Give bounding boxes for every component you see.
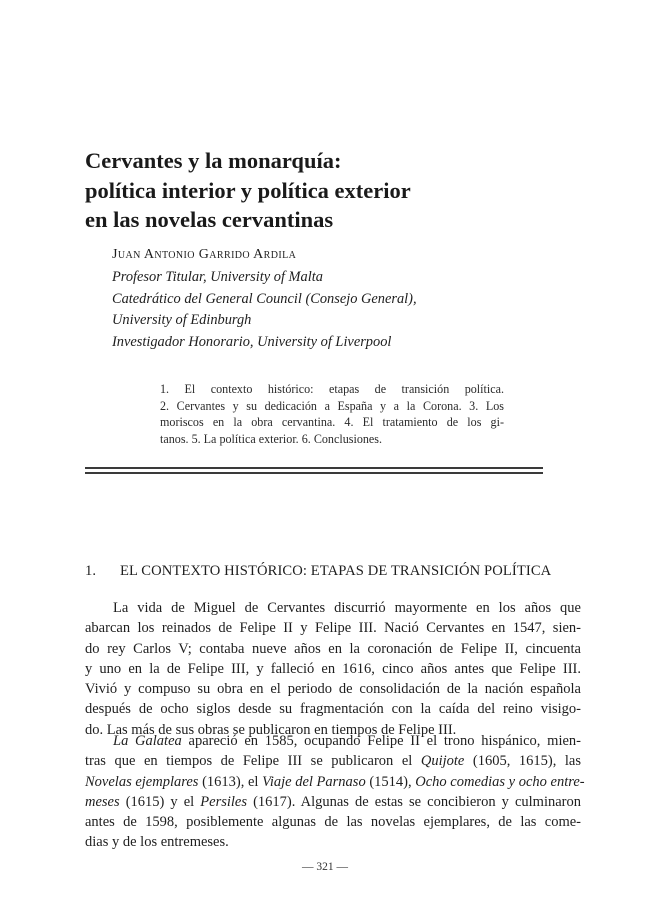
summary-line: tanos. 5. La política exterior. 6. Conclusiones. <box>160 431 383 446</box>
affiliation-line: University of Edinburgh <box>112 312 252 329</box>
section-title: EL CONTEXTO HISTÓRICO: ETAPAS DE TRANSICIÓN POLÍTICA <box>120 563 552 579</box>
text-run: tras que en tiempos de Felipe III se publicaron el <box>85 753 421 770</box>
divider-rule-top <box>85 467 543 469</box>
paragraph-line <box>85 792 581 812</box>
text-run: (1615) y el <box>119 793 201 810</box>
title-line: Cervantes y la monarquía: <box>85 148 342 173</box>
work-title: Persiles <box>200 793 247 810</box>
work-title: Quijote <box>420 753 465 770</box>
affiliation-line: Investigador Honorario, University of Liverpool <box>112 334 392 351</box>
work-title: Viaje del Parnaso <box>262 773 366 790</box>
text-run: (1605, 1615), las <box>464 753 582 770</box>
text-run: (1613), el <box>198 773 263 790</box>
section-heading <box>85 563 551 580</box>
paragraph-line: do. Las más de sus obras se publicaron en tiempos de Felipe III. <box>85 721 457 738</box>
work-title: meses <box>85 793 120 810</box>
section-number: 1. <box>85 563 97 579</box>
title-line: política interior y política exterior <box>85 177 411 203</box>
body-paragraph-2 <box>85 731 585 853</box>
affiliation-line: Catedrático del General Council (Consejo General), <box>112 290 417 307</box>
text-run: (1617). Algunas de estas se concibieron y culminaron <box>247 793 582 810</box>
summary-line: 2. Cervantes y su dedicación a España y a la Corona. 3. Los <box>160 398 504 413</box>
body-paragraph-1 <box>85 598 581 740</box>
page-number: — 321 — <box>302 861 348 873</box>
author-affiliations <box>112 267 417 354</box>
work-title: La Galatea <box>113 733 182 749</box>
paragraph-line: y uno en la de Felipe III, y falleció en 1616, cinco años antes que Felipe III. <box>85 660 581 677</box>
paragraph-line <box>85 731 581 751</box>
paragraph-line <box>85 751 581 771</box>
title-line: en las novelas cervantinas <box>85 207 334 232</box>
summary-line: moriscos en la obra cervantina. 4. El tratamiento de los gi- <box>160 415 504 430</box>
article-title <box>85 146 585 235</box>
paragraph-line: Vivió y compuso su obra en el periodo de consolidación de la nación española <box>85 681 581 698</box>
summary-line: 1. El contexto histórico: etapas de transición política. <box>160 382 504 396</box>
affiliation-line: Profesor Titular, University of Malta <box>112 269 323 285</box>
paragraph-line <box>85 772 585 792</box>
paragraph-line: dias y de los entremeses. <box>85 834 229 851</box>
text-run: apareció en 1585, ocupando Felipe II el trono hispánico, mien- <box>181 733 581 749</box>
author-name: Juan Antonio Garrido Ardila <box>112 247 297 262</box>
paragraph-line: La vida de Miguel de Cervantes discurrió mayormente en los años que <box>113 600 581 616</box>
work-title: Ocho comedias y ocho entre- <box>415 773 585 790</box>
divider-rule-bottom <box>85 472 543 474</box>
text-run: (1514), <box>365 773 416 790</box>
paragraph-line: abarcan los reinados de Felipe II y Felipe III. Nació Cervantes en 1547, sien- <box>85 620 581 637</box>
table-of-contents-summary <box>160 381 504 447</box>
paragraph-line: do rey Carlos V; contaba nueve años en la coronación de Felipe II, cincuenta <box>85 640 581 657</box>
paragraph-line: antes de 1598, posiblemente algunas de las novelas ejemplares, de las come- <box>85 814 581 831</box>
paragraph-line: después de ocho siglos desde su fragmentación con la caída del reino visigo- <box>85 701 581 718</box>
work-title: Novelas ejemplares <box>85 773 199 790</box>
